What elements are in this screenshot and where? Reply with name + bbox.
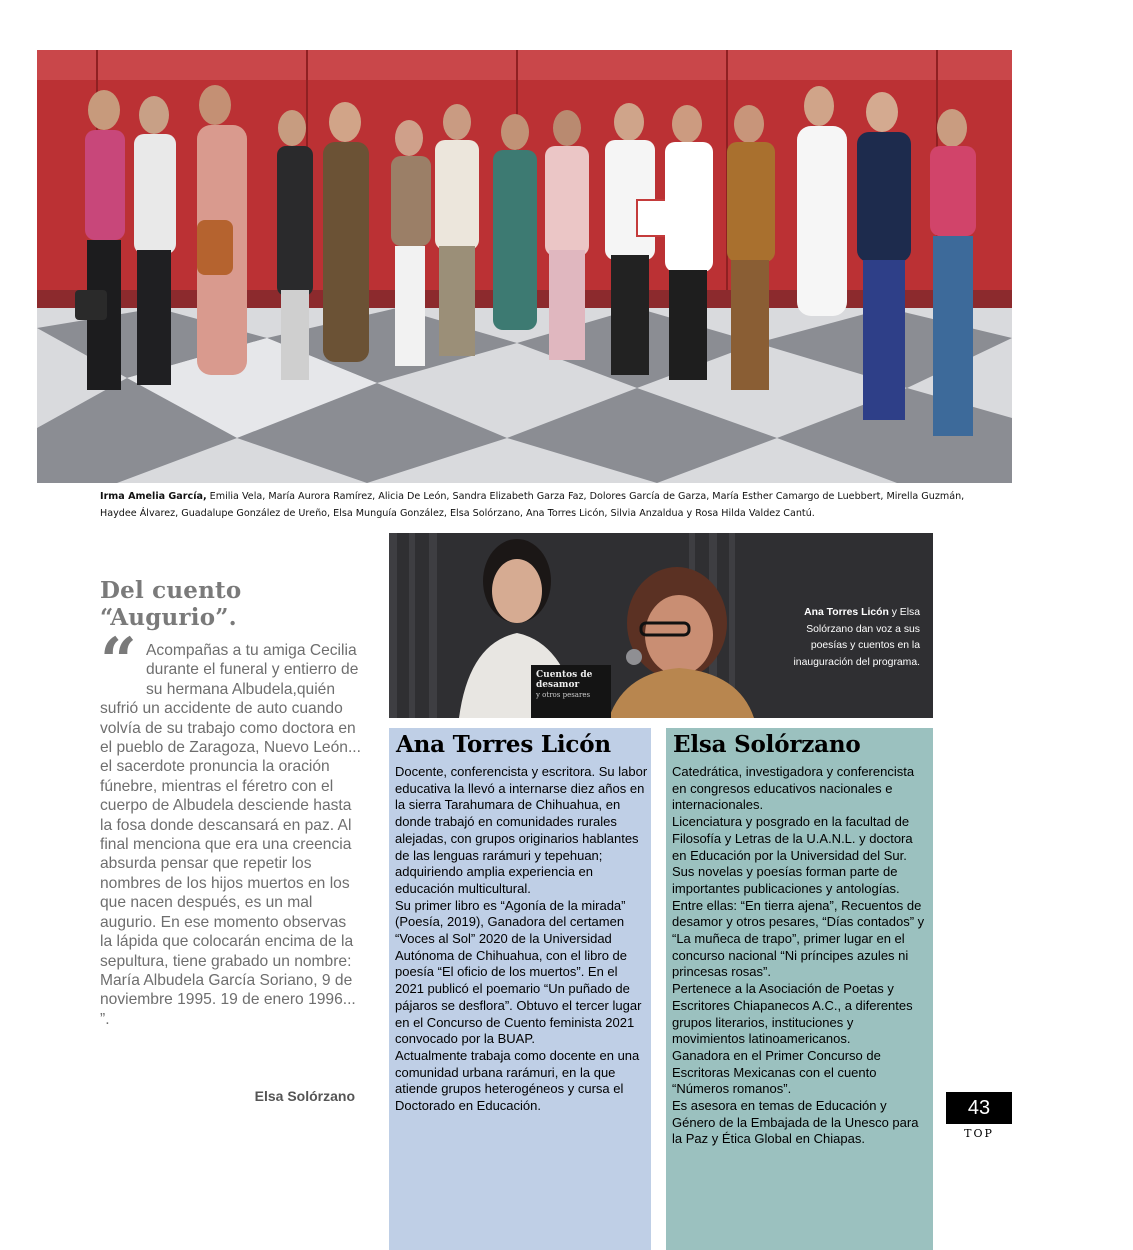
quote-body xyxy=(100,641,362,1029)
bio-ana-name: Ana Torres Licón xyxy=(396,731,611,758)
bio-elsa-paragraph: Licenciatura y posgrado en la facultad de Filosofía y Letras de la U.A.N.L. y doctora en Educación por la Universidad del Sur. xyxy=(672,814,913,863)
reading-caption-name: Ana Torres Licón xyxy=(804,607,889,618)
quote-mark-icon: “ xyxy=(100,624,137,699)
group-of-women xyxy=(37,50,1012,483)
bio-ana-paragraph: Docente, conferencista y escritora. Su labor educativa la llevó a internarse diez años en la sierra Tarahumara de Chihuahua, en donde trabajó en comunidades rurales alejadas, con grupos originarios hablantes de las lenguas rarámuri y tepehuan; adquiriendo amplia experiencia en educación multicultural. xyxy=(395,764,648,896)
bio-elsa-paragraph: Ganadora en el Primer Concurso de Escritoras Mexicanas con el cuento “Números romanos”. xyxy=(672,1047,881,1097)
group-photo xyxy=(37,50,1012,483)
book-title: Cuentos de desamor xyxy=(536,670,593,690)
bio-ana-paragraph: Actualmente trabaja como docente en una comunidad urbana rarámuri, en la que atiende grupos heterogéneos y cursa el Doctorado en Educación. xyxy=(395,1047,640,1114)
bio-elsa-paragraph: Sus novelas y poesías forman parte de importantes publicaciones y antologías. Entre ellas: “En tierra ajena”, Recuentos de desamor y otros pesares, “Días contados” y “La muñeca de trapo”, primer lugar en el concurso nacional “Ni príncipes azules ni princesas rosas”. xyxy=(672,864,925,980)
quote-title xyxy=(100,577,360,631)
bio-ana-box xyxy=(389,728,651,1250)
book-subtitle: y otros pesares xyxy=(536,691,591,699)
quote-author: Elsa Solórzano xyxy=(254,1088,355,1104)
bio-ana-paragraph: Su primer libro es “Agonía de la mirada” (Poesía, 2019), Ganadora del certamen “Voces al Sol” 2020 de la Universidad Autónoma de Chihuahua, con el libro de poesía “El oficio de los muertos”. En el 2021 publicó el poemario “Un puñado de pájaros se desflora”. Obtuvo el tercer lugar en el Concurso de Cuento feminista 2021 convocado por la BUAP. xyxy=(395,897,642,1047)
caption-bold-name: Irma Amelia García, xyxy=(100,491,207,502)
quote-title-line2: “Augurio”. xyxy=(100,604,237,631)
bio-elsa-text xyxy=(672,764,926,1148)
bio-ana-text xyxy=(395,764,649,1115)
caption-names: Emilia Vela, María Aurora Ramírez, Alicia De León, Sandra Elizabeth Garza Faz, Dolores García de Garza, María Esther Camargo de Luebbert, Mirella Guzmán, Haydee Álvarez, Guadalupe González de Ureño, Elsa Munguía González, Elsa Solórzano, Ana Torres Licón, Silvia Anzaldua y Rosa Hilda Valdez Cantú. xyxy=(100,491,965,519)
reading-caption-text: y Elsa Solórzano dan voz a sus poesías y cuentos en la inauguración del programa. xyxy=(793,607,920,668)
magazine-tag: TOP xyxy=(964,1127,994,1140)
quote-text: Acompañas a tu amiga Cecilia durante el funeral y entierro de su hermana Albudela,quién sufrió un accidente de auto cuando volvía de su trabajo como doctora en el pueblo de Zaragoza, Nuevo León... el sacerdote pronuncia la oración fúnebre, mientras el féretro con el cuerpo de Albudela desciende hasta la fosa donde descansará en paz. Al final menciona que era una creencia absurda pensar que repetir los nombres de los hijos muertos en los que nacen después, es un mal augurio. En ese momento observas la lápida que colocarán encima de la sepultura, tiene grabado un nombre: María Albudela García Soriano, 9 de noviembre 1995. 19 de enero 1996... ”. xyxy=(100,642,361,1028)
bio-elsa-box xyxy=(666,728,933,1250)
quote-title-line1: Del cuento xyxy=(100,577,242,604)
bio-elsa-paragraph: Catedrática, investigadora y conferencista en congresos educativos nacionales e internacionales. xyxy=(672,764,915,813)
reading-photo-caption xyxy=(770,605,920,671)
page-number: 43 xyxy=(946,1092,1012,1124)
bio-elsa-name: Elsa Solórzano xyxy=(673,731,861,758)
group-photo-caption xyxy=(100,489,980,522)
quote-indent-spacer xyxy=(100,641,146,699)
bio-elsa-paragraph: Pertenece a la Asociación de Poetas y Escritores Chiapanecos A.C., a diferentes grupos literarios, instituciones y movimientos latinoamericanos. xyxy=(672,981,913,1047)
bio-elsa-paragraph: Es asesora en temas de Educación y Género de la Embajada de la Unesco para la Paz y Ética Global en Chiapas. xyxy=(672,1098,919,1147)
